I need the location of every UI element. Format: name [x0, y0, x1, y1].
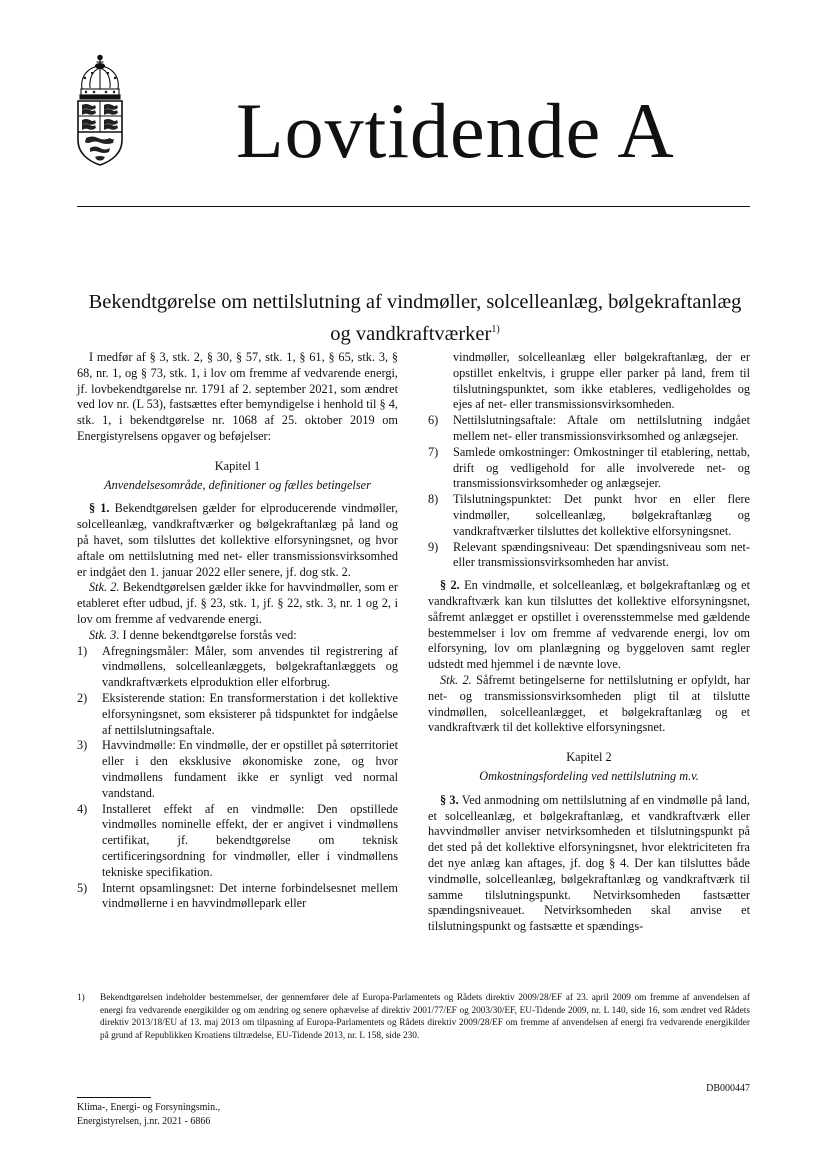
coat-of-arms-icon — [74, 54, 126, 166]
section-1-text: Bekendtgørelsen gælder for elproducerende vindmøller, solcelleanlæg, vandkraftværker og bølgekraftanlæg på land og på havet, som tilsluttes det kollektive elforsyningsnet, og hvor aftale om nettilslutning med net- eller transmissionsvirksomhed er indgået den 1. januar 2022 eller senere, jf. dog stk. 2. — [77, 501, 398, 579]
definition-number: 7) — [428, 444, 439, 459]
definition-text: Samlede omkostninger: Omkostninger til etablering, nettab, drift og vedligehold for alle involverede net- og transmissionsvirksomheder og anlægsejer. — [453, 444, 750, 491]
definition-text: Havvindmølle: En vindmølle, der er opstillet på søterritoriet eller i den eksklusive økonomiske zone, og hvor vindmøllens fundament ikke er synligt ved normal vandstand. — [102, 738, 398, 800]
definition-text: Eksisterende station: En transformerstation i det kollektive elforsyningsnet, som eksisterer på tidspunktet for indgåelse af nettilslutningsaftale. — [102, 690, 398, 737]
definition-item-9 — [428, 540, 750, 572]
ministry-line-2: Energistyrelsen, j.nr. 2021 - 6866 — [77, 1115, 211, 1127]
definition-item-8 — [428, 492, 750, 539]
section-1-mark: § 1. — [89, 501, 110, 516]
masthead-title: Lovtidende A — [236, 87, 675, 174]
definition-text: Relevant spændingsniveau: Det spændingsniveau som net- eller transmissionsvirksomheden har anvist. — [453, 539, 750, 570]
chapter-1-subheading: Anvendelsesområde, definitioner og fælles betingelser — [104, 477, 371, 492]
section-2-mark: § 2. — [440, 578, 460, 593]
footer-divider — [77, 1097, 151, 1098]
definition-number: 3) — [77, 738, 88, 753]
definition-item-7 — [428, 445, 750, 492]
document-title-line-1: Bekendtgørelse om nettilslutning af vindmøller, solcelleanlæg, bølgekraftanlæg — [88, 291, 742, 313]
stk-2-mark: Stk. 2. — [89, 580, 120, 595]
definition-number: 2) — [77, 690, 88, 705]
title-footnote-reference[interactable]: 1) — [491, 324, 500, 335]
document-title — [70, 288, 760, 348]
stk-2-mark: Stk. 2. — [440, 672, 472, 687]
definition-number: 6) — [428, 413, 439, 428]
masthead-divider — [77, 206, 750, 207]
footnote — [77, 992, 750, 1042]
definition-number: 4) — [77, 801, 88, 816]
definition-text: Installeret effekt af en vindmølle: Den opstillede vindmølles nominelle effekt, der er angivet i vindmøllens certifikat, jf. bekendtgørelse om teknisk certificeringsordning for vindmøller, eller i vindmøllens tekniske specifikation. — [102, 801, 398, 879]
ministry-reference — [77, 1101, 220, 1128]
definition-text: Afregningsmåler: Måler, som anvendes til registrering af vindmøllens, solcelleanlæggets, bølgekraftanlæggets og vandkraftværkets elproduktion eller elforbrug. — [102, 643, 398, 690]
definition-item-6 — [428, 413, 750, 445]
section-3 — [428, 793, 750, 935]
definition-item-2 — [77, 691, 398, 738]
section-1 — [77, 501, 398, 580]
section-1-stk-2-text: Bekendtgørelsen gælder ikke for havvindmøller, som er etableret efter udbud, jf. § 23, stk. 1, jf. § 22, stk. 3, nr. 1 og 2, i lov om fremme af vedvarende energi. — [77, 580, 398, 626]
definition-item-3 — [77, 738, 398, 801]
document-code: DB000447 — [706, 1083, 750, 1094]
ministry-line-1: Klima-, Energi- og Forsyningsmin., — [77, 1102, 221, 1113]
left-column — [77, 350, 398, 912]
section-1-stk-3 — [77, 628, 398, 644]
section-3-mark: § 3. — [440, 792, 459, 807]
definition-item-5 — [77, 881, 398, 913]
section-1-stk-2 — [77, 580, 398, 627]
document-title-line-2-text: og vandkraftværker — [330, 323, 492, 345]
footnote-text: Bekendtgørelsen indeholder bestemmelser, der gennemfører dele af Europa-Parlamentets og Rådets direktiv 2009/28/EF af 23. april 2009 om fremme af anvendelsen af energi fra vedvarende energikilder og om ændring og senere ophævelse af direktiv 2001/77/EF og 2003/30/EF, EU-Tidende 2009, nr. L 140, side 16, som ændret ved Rådets direktiv 2013/18/EU af 13. maj 2013 om tilpasning af Europa-Parlamentets og Rådets direktiv 2009/28/EF om fremme af anvendelsen af energi fra vedvarende energikilder på grund af Republikken Kroatiens tiltrædelse, EU-Tidende 2013, nr. L 158, side 230. — [100, 993, 750, 1041]
definition-text-continued: vindmøller, solcelleanlæg eller bølgekraftanlæg, der er opstillet enkeltvis, i gruppe eller parker på land, frem til tilslutningspunktet, som ikke etableres, vedligeholdes og ejes af net- eller transmissionsvirksomheden. — [453, 350, 750, 412]
definition-item-5-continued — [428, 350, 750, 413]
definition-number: 5) — [77, 880, 88, 895]
definition-number: 1) — [77, 643, 88, 658]
stk-3-mark: Stk. 3. — [89, 627, 120, 642]
right-column — [428, 350, 750, 935]
definition-number: 9) — [428, 539, 439, 554]
definition-number: 8) — [428, 492, 439, 507]
chapter-2-subheading: Omkostningsfordeling ved nettilslutning m.v. — [479, 768, 699, 783]
definition-item-1 — [77, 644, 398, 691]
section-2-text: En vindmølle, et solcelleanlæg, et bølgekraftanlæg og et vandkraftværk kan kun tilsluttes det kollektive elforsyningsnet, såfremt anlægget er opstillet i overensstemmelse med gældende bestemmelser i lov om fremme af vedvarende energi, lov om elforsyning, lov om planlægning og byggeloven samt regler udstedt med hjemmel i de nævnte love. — [428, 578, 751, 672]
section-2-stk-2 — [428, 673, 750, 736]
definition-text: Internt opsamlingsnet: Det interne forbindelsesnet mellem vindmøllerne i en havvindmøllepark eller — [102, 880, 398, 911]
document-title-line-2 — [70, 316, 760, 348]
chapter-2-heading: Kapitel 2 — [566, 750, 612, 765]
section-3-text: Ved anmodning om nettilslutning af en vindmølle på land, et solcelleanlæg, et bølgekraftanlæg, et vandkraftværk eller havvindmøller anviser netvirksomheden et tilslutningspunkt på det sted på det kollektive elforsyningsnet, hvor elektriciteten fra det nye anlæg kan aftages, jf. dog § 4. Der kan tilsluttes både vindmølle, solcelleanlæg, bølgekraftanlæg og vandkraftværk til samme tilslutningspunkt. Netvirksomheden fastsætter spændingsniveauet. Netvirksomheden skal anvise et tilslutningspunkt og fastsætte et spændings- — [428, 792, 751, 934]
chapter-1-heading: Kapitel 1 — [214, 458, 261, 473]
footnote-mark: 1) — [77, 993, 85, 1003]
preamble: I medfør af § 3, stk. 2, § 30, § 57, stk. 1, § 61, § 65, stk. 3, § 68, nr. 1, og § 73, stk. 1, i lov om fremme af vedvarende energi, jf. lovbekendtgørelse nr. 1791 af 2. september 2021, som ændret ved lov nr. (L 53), fastsættes efter bemyndigelse i henhold til § 4, stk. 1, i bekendtgørelse nr. 1068 af 25. oktober 2019 om Energistyrelsens opgaver og beføjelser: — [77, 350, 398, 443]
section-1-stk-3-text: I denne bekendtgørelse forstås ved: — [122, 627, 297, 642]
definition-text: Nettilslutningsaftale: Aftale om nettilslutning indgået mellem net- eller transmissionsvirksomhed og anlægsejer. — [453, 413, 750, 443]
definition-text: Tilslutningspunktet: Det punkt hvor en eller flere vindmøller, solcelleanlæg, bølgekraftanlæg og vandkraftværker tilsluttes det kollektive elforsyningsnet. — [453, 492, 750, 538]
definition-item-4 — [77, 802, 398, 881]
section-2-stk-2-text: Såfremt betingelserne for nettilslutning er opfyldt, har net- og transmissionsvirksomheden pligt til at tilslutte vindmøllen, solcelleanlægget, et bølgekraftanlæg og et vandkraftværk til det kollektive elforsyningsnet. — [428, 672, 750, 735]
section-2 — [428, 578, 750, 673]
